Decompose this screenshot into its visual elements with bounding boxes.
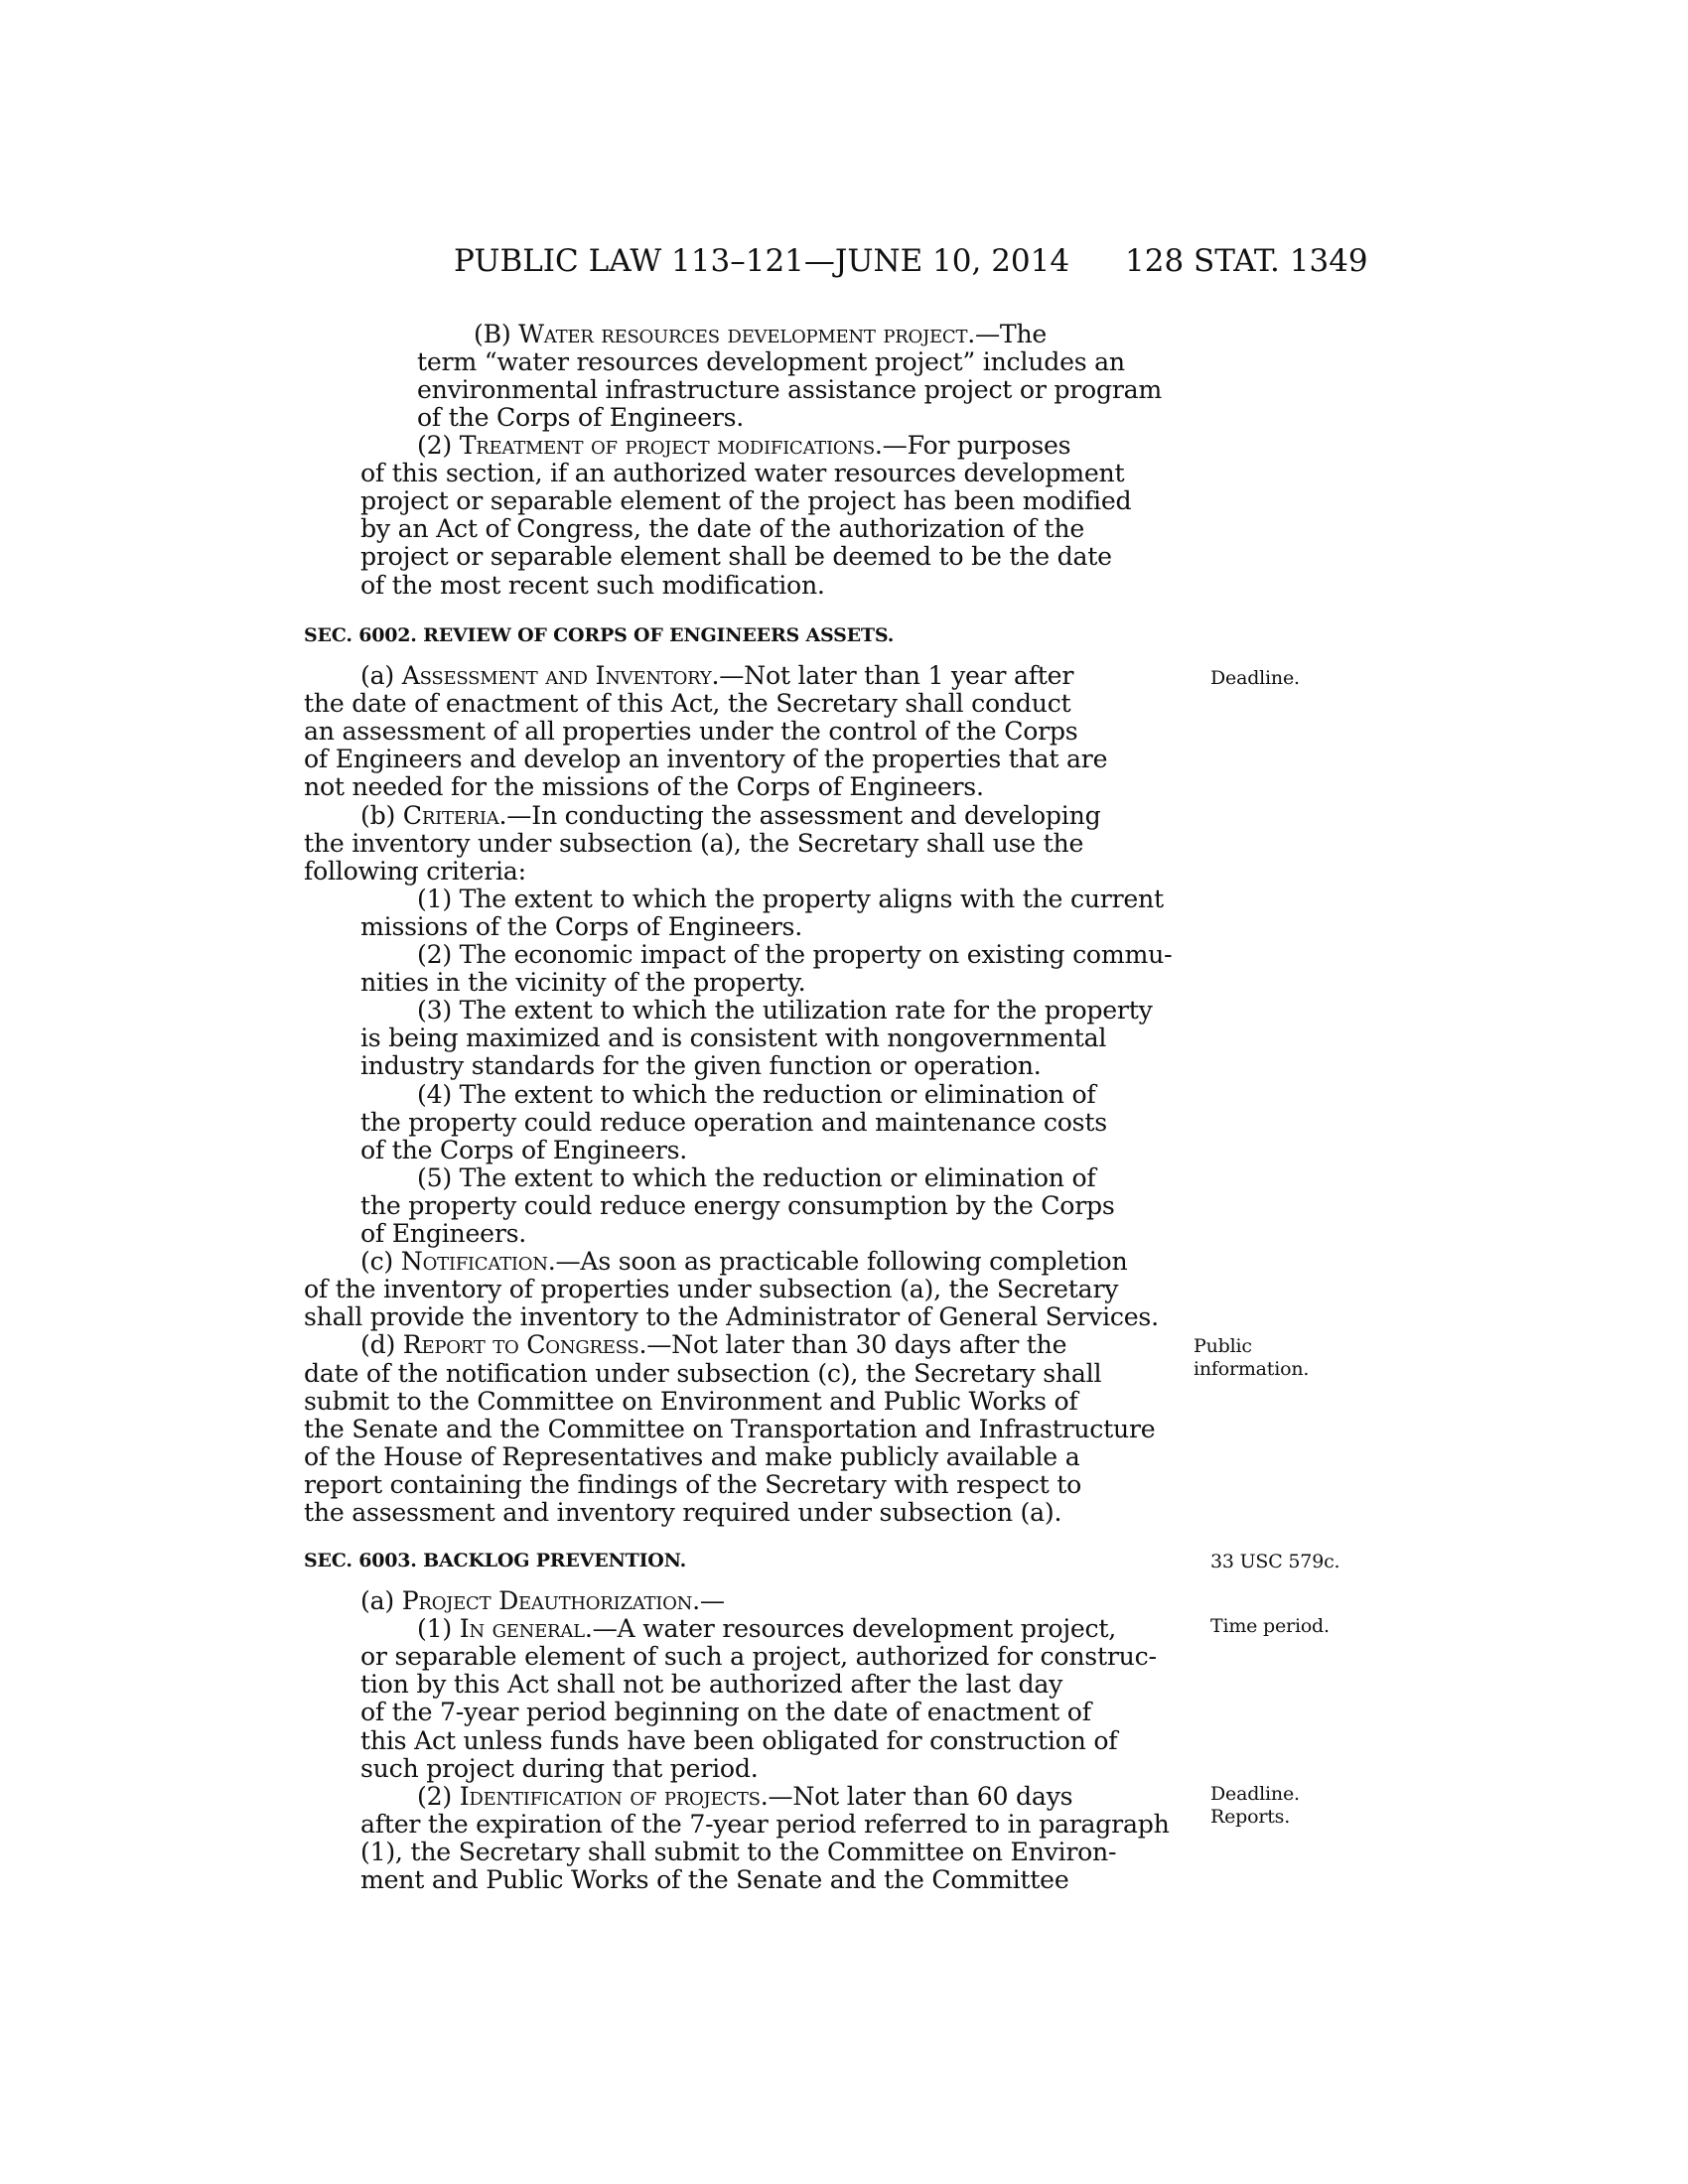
line-text: term “water resources development project” includes an	[417, 347, 1125, 377]
line-text: .—The	[967, 320, 1048, 348]
line-text: of the inventory of properties under subsection (a), the Secretary	[304, 1275, 1119, 1304]
margin-note-deadline-2: Deadline.	[1210, 1783, 1300, 1805]
text-line	[304, 1416, 1182, 1443]
subsection-heading: In general	[459, 1614, 585, 1644]
line-text: date of the notification under subsection (c), the Secretary shall	[304, 1358, 1102, 1388]
running-head-title: PUBLIC LAW 113–121—JUNE 10, 2014	[454, 243, 1070, 279]
line-text: missions of the Corps of Engineers.	[360, 911, 802, 941]
line-text: of the most recent such modification.	[360, 570, 825, 600]
text-line	[417, 1783, 1182, 1811]
text-line	[304, 746, 1182, 773]
item-label: (B)	[474, 320, 519, 348]
text-line	[360, 1137, 1182, 1164]
text-line	[417, 432, 1182, 460]
line-text: shall provide the inventory to the Administrator of General Services.	[304, 1302, 1159, 1332]
line-text: of the 7-year period beginning on the date of enactment of	[360, 1698, 1091, 1727]
text-line	[417, 404, 1182, 432]
item-label: (b)	[360, 800, 403, 830]
text-line	[304, 1360, 1182, 1388]
line-text: this Act unless funds have been obligated for construction of	[360, 1725, 1118, 1755]
line-text: is being maximized and is consistent with nongovernmental	[360, 1024, 1107, 1053]
item-label: (c)	[360, 1247, 401, 1277]
line-text: (5) The extent to which the reduction or elimination of	[417, 1162, 1096, 1192]
text-line	[360, 543, 1182, 571]
text-line	[360, 662, 1182, 690]
line-text: .—A water resources development project,	[584, 1614, 1117, 1644]
line-text: (1) The extent to which the property aligns with the current	[417, 884, 1164, 913]
line-text: .—	[692, 1586, 725, 1615]
text-line	[360, 515, 1182, 543]
page-stat-number: 128 STAT. 1349	[1125, 243, 1368, 279]
text-line	[360, 572, 1182, 600]
text-line	[417, 348, 1182, 376]
line-text: the assessment and inventory required under subsection (a).	[304, 1498, 1062, 1527]
item-label: (a)	[360, 661, 402, 690]
line-text: (4) The extent to which the reduction or elimination of	[417, 1079, 1096, 1109]
line-text: not needed for the missions of the Corps of Engineers.	[304, 772, 984, 802]
text-line	[304, 1388, 1182, 1416]
line-text: project or separable element shall be deemed to be the date	[360, 542, 1112, 572]
line-text: the inventory under subsection (a), the Secretary shall use the	[304, 828, 1084, 858]
line-text: the Senate and the Committee on Transportation and Infrastructure	[304, 1414, 1156, 1443]
text-line	[304, 1276, 1182, 1303]
line-text: of Engineers and develop an inventory of the properties that are	[304, 745, 1108, 774]
text-line	[360, 1699, 1182, 1726]
text-line	[360, 913, 1182, 941]
text-line	[304, 858, 1182, 886]
text-line	[304, 773, 1182, 801]
text-line	[304, 830, 1182, 858]
line-text: such project during that period.	[360, 1753, 759, 1783]
line-text: tion by this Act shall not be authorized after the last day	[360, 1670, 1063, 1700]
line-text: .—Not later than 60 days	[760, 1781, 1073, 1811]
line-text: the date of enactment of this Act, the Secretary shall conduct	[304, 689, 1071, 719]
line-text: of the House of Representatives and make publicly available a	[304, 1441, 1080, 1471]
text-line	[360, 460, 1182, 487]
section-heading-6003: SEC. 6003. BACKLOG PREVENTION.	[304, 1550, 687, 1571]
text-line	[304, 1499, 1182, 1527]
text-line	[360, 969, 1182, 997]
subsection-heading: Report to Congress	[402, 1330, 639, 1360]
item-label: (d)	[360, 1330, 403, 1360]
text-line	[360, 1587, 1182, 1615]
margin-note-reports: Reports.	[1210, 1806, 1291, 1828]
line-text: .—Not later than 30 days after the	[638, 1330, 1067, 1360]
line-text: of this section, if an authorized water resources development	[360, 459, 1125, 488]
item-label: (2)	[417, 1781, 460, 1811]
line-text: .—For purposes	[874, 431, 1071, 460]
text-line	[360, 1220, 1182, 1248]
margin-note-usc: 33 USC 579c.	[1210, 1551, 1340, 1572]
text-line	[304, 690, 1182, 718]
line-text: industry standards for the given function or operation.	[360, 1051, 1042, 1081]
section-heading-6002: SEC. 6002. REVIEW OF CORPS OF ENGINEERS ASSETS.	[304, 624, 895, 646]
line-text: the property could reduce operation and maintenance costs	[360, 1107, 1107, 1137]
text-line	[360, 1755, 1182, 1783]
text-line	[360, 1248, 1182, 1276]
text-line	[304, 1443, 1182, 1471]
line-text: .—Not later than 1 year after	[711, 661, 1074, 690]
line-text: of the Corps of Engineers.	[360, 1135, 688, 1164]
line-text: report containing the findings of the Secretary with respect to	[304, 1469, 1082, 1499]
text-line	[360, 1192, 1182, 1220]
text-line	[417, 886, 1182, 913]
subsection-heading: Identification of projects	[459, 1781, 761, 1811]
text-line	[360, 1052, 1182, 1080]
text-line	[417, 1081, 1182, 1109]
line-text: of Engineers.	[360, 1219, 527, 1248]
text-line	[304, 1303, 1182, 1331]
text-line	[360, 1727, 1182, 1755]
text-line	[417, 1164, 1182, 1192]
text-line	[360, 487, 1182, 515]
text-line	[360, 1839, 1182, 1866]
text-line	[417, 376, 1182, 404]
line-text: an assessment of all properties under the control of the Corps	[304, 717, 1078, 747]
line-text: following criteria:	[304, 856, 526, 886]
text-line	[360, 1866, 1182, 1894]
item-label: (2)	[417, 431, 460, 460]
text-line	[360, 1109, 1182, 1137]
text-line	[360, 1811, 1182, 1839]
text-line	[360, 1331, 1182, 1359]
line-text: ment and Public Works of the Senate and the Committee	[360, 1865, 1069, 1894]
text-line	[304, 1471, 1182, 1499]
subsection-heading: Water resources development project	[518, 320, 968, 348]
line-text: (1), the Secretary shall submit to the Committee on Environ-	[360, 1837, 1117, 1866]
text-line	[360, 1024, 1182, 1052]
text-line	[360, 1671, 1182, 1699]
subsection-heading: Assessment and Inventory	[401, 661, 712, 690]
line-text: project or separable element of the project has been modified	[360, 486, 1132, 516]
subsection-heading: Criteria	[402, 800, 499, 830]
margin-note-information: information.	[1194, 1358, 1310, 1380]
line-text: environmental infrastructure assistance project or program	[417, 375, 1163, 405]
subsection-heading: Treatment of project modifications	[459, 431, 875, 460]
text-line	[304, 718, 1182, 746]
text-line	[417, 997, 1182, 1024]
line-text: after the expiration of the 7-year period referred to in paragraph	[360, 1809, 1170, 1839]
margin-note-time-period: Time period.	[1210, 1615, 1330, 1637]
text-line	[417, 1615, 1182, 1643]
line-text: by an Act of Congress, the date of the authorization of the	[360, 514, 1084, 544]
line-text: of the Corps of Engineers.	[417, 403, 745, 433]
subsection-heading: Notification	[400, 1247, 548, 1277]
margin-note-deadline: Deadline.	[1210, 667, 1300, 689]
item-label: (a)	[360, 1586, 402, 1615]
margin-note-public: Public	[1194, 1335, 1252, 1357]
text-line	[474, 321, 1182, 348]
line-text: .—As soon as practicable following completion	[547, 1247, 1128, 1277]
line-text: nities in the vicinity of the property.	[360, 968, 806, 998]
text-line	[360, 1643, 1182, 1671]
subsection-heading: Project Deauthorization	[401, 1586, 693, 1615]
line-text: (3) The extent to which the utilization rate for the property	[417, 996, 1153, 1025]
text-line	[417, 941, 1182, 969]
line-text: submit to the Committee on Environment and Public Works of	[304, 1386, 1078, 1416]
line-text: the property could reduce energy consumption by the Corps	[360, 1190, 1115, 1220]
item-label: (1)	[417, 1614, 460, 1644]
line-text: or separable element of such a project, authorized for construc-	[360, 1642, 1157, 1672]
line-text: .—In conducting the assessment and developing	[498, 800, 1101, 830]
line-text: (2) The economic impact of the property on existing commu-	[417, 940, 1173, 969]
text-line	[360, 802, 1182, 830]
